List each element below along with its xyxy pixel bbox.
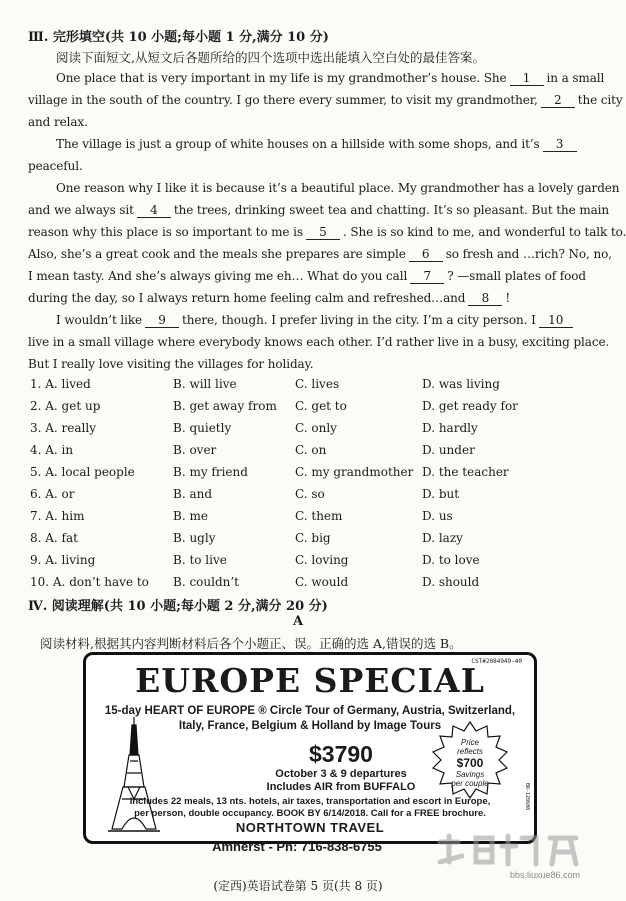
option-row bbox=[30, 531, 570, 549]
watermark-logo-icon bbox=[432, 828, 582, 898]
ad-departures: October 3 & 9 departures bbox=[275, 768, 407, 780]
option-b: B. quietly bbox=[173, 421, 232, 435]
passage-text: ! bbox=[505, 291, 511, 305]
passage-line bbox=[28, 225, 626, 240]
option-c: C. my grandmother bbox=[295, 465, 414, 479]
option-d: D. us bbox=[422, 509, 453, 523]
option-a: 2. A. get up bbox=[30, 399, 101, 413]
option-d: D. but bbox=[422, 487, 460, 501]
option-d: D. lazy bbox=[422, 531, 463, 545]
option-a: 1. A. lived bbox=[30, 377, 91, 391]
option-c: C. on bbox=[295, 443, 327, 457]
travel-advertisement bbox=[83, 652, 537, 844]
badge-line: reflects bbox=[457, 747, 483, 756]
passage-text: I wouldn’t like bbox=[56, 313, 143, 327]
passage-text: so fresh and …rich? No, no, bbox=[445, 247, 612, 261]
option-c: C. big bbox=[295, 531, 331, 545]
passage-text: in a small bbox=[546, 71, 605, 85]
blank-5: 5 bbox=[306, 225, 340, 240]
blank-9: 9 bbox=[145, 313, 179, 328]
option-a: 5. A. local people bbox=[30, 465, 135, 479]
page-footer: (定西)英语试卷第 5 页(共 8 页) bbox=[213, 879, 383, 893]
option-row bbox=[30, 575, 570, 593]
option-b: B. and bbox=[173, 487, 213, 501]
badge-line: Savings bbox=[455, 770, 485, 779]
option-d: D. was living bbox=[422, 377, 500, 391]
ad-price: $3790 bbox=[309, 741, 373, 767]
passage-line: But I really love visiting the villages for holiday. bbox=[28, 357, 314, 371]
option-c: C. so bbox=[295, 487, 325, 501]
passage-line bbox=[56, 137, 580, 152]
passage-text: during the day, so I always return home feeling calm and refreshed…and bbox=[28, 291, 466, 305]
ad-air: Includes AIR from BUFFALO bbox=[266, 781, 416, 793]
passage-text: reason why this place is so important to me is bbox=[28, 225, 303, 239]
watermark-url: bbs.liuxue86.com bbox=[509, 870, 580, 880]
option-row bbox=[30, 399, 570, 417]
ad-tour-line-1: 15-day HEART OF EUROPE ® Circle Tour of Germany, Austria, Switzerland, bbox=[104, 705, 516, 717]
blank-1: 1 bbox=[510, 71, 544, 86]
passage-line: One reason why I like it is because it’s a beautiful place. My grandmother has a lovely garden bbox=[56, 181, 620, 195]
option-b: B. to live bbox=[173, 553, 227, 567]
option-b: B. ugly bbox=[173, 531, 216, 545]
badge-line: Price bbox=[460, 738, 480, 747]
option-a: 6. A. or bbox=[30, 487, 75, 501]
option-row bbox=[30, 553, 570, 571]
passage-text: there, though. I prefer living in the city. I’m a city person. I bbox=[182, 313, 536, 327]
ad-includes-line-2: per person, double occupancy. BOOK BY 6/14/2018. Call for a FREE brochure. bbox=[134, 808, 486, 819]
option-c: C. lives bbox=[295, 377, 340, 391]
section-3-instruction: 阅读下面短文,从短文后各题所给的四个选项中选出能填入空白处的最佳答案。 bbox=[56, 50, 485, 65]
passage-text: I mean tasty. And she’s always giving me eh… What do you call bbox=[28, 269, 408, 283]
option-b: B. my friend bbox=[173, 465, 248, 479]
option-d: D. to love bbox=[422, 553, 480, 567]
option-b: B. get away from bbox=[173, 399, 277, 413]
passage-text: village in the south of the country. I go there every summer, to visit my grandmother, bbox=[28, 93, 538, 107]
option-c: C. would bbox=[295, 575, 349, 589]
option-row bbox=[30, 465, 570, 483]
passage-line bbox=[56, 71, 604, 86]
passage-line bbox=[56, 313, 576, 328]
option-c: C. get to bbox=[295, 399, 347, 413]
option-c: C. loving bbox=[295, 553, 349, 567]
option-d: D. get ready for bbox=[422, 399, 518, 413]
option-a: 10. A. don’t have to bbox=[30, 575, 149, 589]
option-row bbox=[30, 377, 570, 395]
option-c: C. them bbox=[295, 509, 343, 523]
passage-line bbox=[28, 291, 510, 306]
option-b: B. will live bbox=[173, 377, 237, 391]
option-b: B. over bbox=[173, 443, 217, 457]
option-a: 7. A. him bbox=[30, 509, 85, 523]
section-3-title: Ⅲ. 完形填空(共 10 小题;每小题 1 分,满分 10 分) bbox=[28, 30, 329, 45]
ad-includes-line-1: Includes 22 meals, 13 nts. hotels, air taxes, transportation and escort in Europe, bbox=[129, 796, 491, 807]
option-d: D. hardly bbox=[422, 421, 478, 435]
option-row bbox=[30, 443, 570, 461]
passage-text: The village is just a group of white houses on a hillside with some shops, and it’s bbox=[56, 137, 540, 151]
ad-phone: Amherst - Ph: 716-838-6755 bbox=[212, 839, 382, 854]
passage-line: and relax. bbox=[28, 115, 88, 129]
passage-line bbox=[28, 247, 612, 262]
option-a: 9. A. living bbox=[30, 553, 96, 567]
option-a: 4. A. in bbox=[30, 443, 74, 457]
blank-10: 10 bbox=[539, 313, 573, 328]
blank-6: 6 bbox=[409, 247, 443, 262]
badge-amount: $700 bbox=[456, 756, 484, 770]
option-row bbox=[30, 487, 570, 505]
blank-8: 8 bbox=[468, 291, 502, 306]
ad-code: CST#2084949-40 bbox=[471, 658, 522, 665]
section-4-instruction: 阅读材料,根据其内容判断材料后各个小题正、误。正确的选 A,错误的选 B。 bbox=[40, 636, 462, 651]
section-4-title: Ⅳ. 阅读理解(共 10 小题;每小题 2 分,满分 20 分) bbox=[28, 599, 328, 614]
badge-line: per couple bbox=[451, 779, 489, 788]
option-row bbox=[30, 421, 570, 439]
ad-title: EUROPE SPECIAL bbox=[135, 661, 485, 700]
passage-text: ? —small plates of food bbox=[447, 269, 586, 283]
option-b: B. me bbox=[173, 509, 208, 523]
option-c: C. only bbox=[295, 421, 337, 435]
option-d: D. under bbox=[422, 443, 475, 457]
passage-line bbox=[28, 269, 586, 284]
blank-2: 2 bbox=[541, 93, 575, 108]
option-b: B. couldn’t bbox=[173, 575, 240, 589]
blank-4: 4 bbox=[137, 203, 171, 218]
option-a: 3. A. really bbox=[30, 421, 97, 435]
passage-text: Also, she’s a great cook and the meals she prepares are simple bbox=[28, 247, 406, 261]
passage-line: live in a small village where everybody knows each other. I’d rather live in a busy, exciting place. bbox=[28, 335, 610, 349]
passage-text: the city bbox=[577, 93, 623, 107]
passage-text: . She is so kind to me, and wonderful to talk to. bbox=[342, 225, 626, 239]
blank-3: 3 bbox=[543, 137, 577, 152]
ad-tour-line-2: Italy, France, Belgium & Holland by Image Tours bbox=[178, 720, 442, 732]
ad-side-code: BR-120608 bbox=[524, 783, 530, 811]
blank-7: 7 bbox=[410, 269, 444, 284]
option-d: D. should bbox=[422, 575, 480, 589]
passage-line bbox=[28, 93, 623, 108]
part-a-label: A bbox=[292, 614, 304, 629]
passage-text: and we always sit bbox=[28, 203, 134, 217]
option-row bbox=[30, 509, 570, 527]
option-d: D. the teacher bbox=[422, 465, 509, 479]
passage-line: peaceful. bbox=[28, 159, 83, 173]
option-a: 8. A. fat bbox=[30, 531, 78, 545]
passage-text: the trees, drinking sweet tea and chatting. It’s so pleasant. But the main bbox=[173, 203, 610, 217]
passage-line bbox=[28, 203, 609, 218]
ad-agency: NORTHTOWN TRAVEL bbox=[235, 820, 385, 835]
passage-text: One place that is very important in my life is my grandmother’s house. She bbox=[56, 71, 507, 85]
